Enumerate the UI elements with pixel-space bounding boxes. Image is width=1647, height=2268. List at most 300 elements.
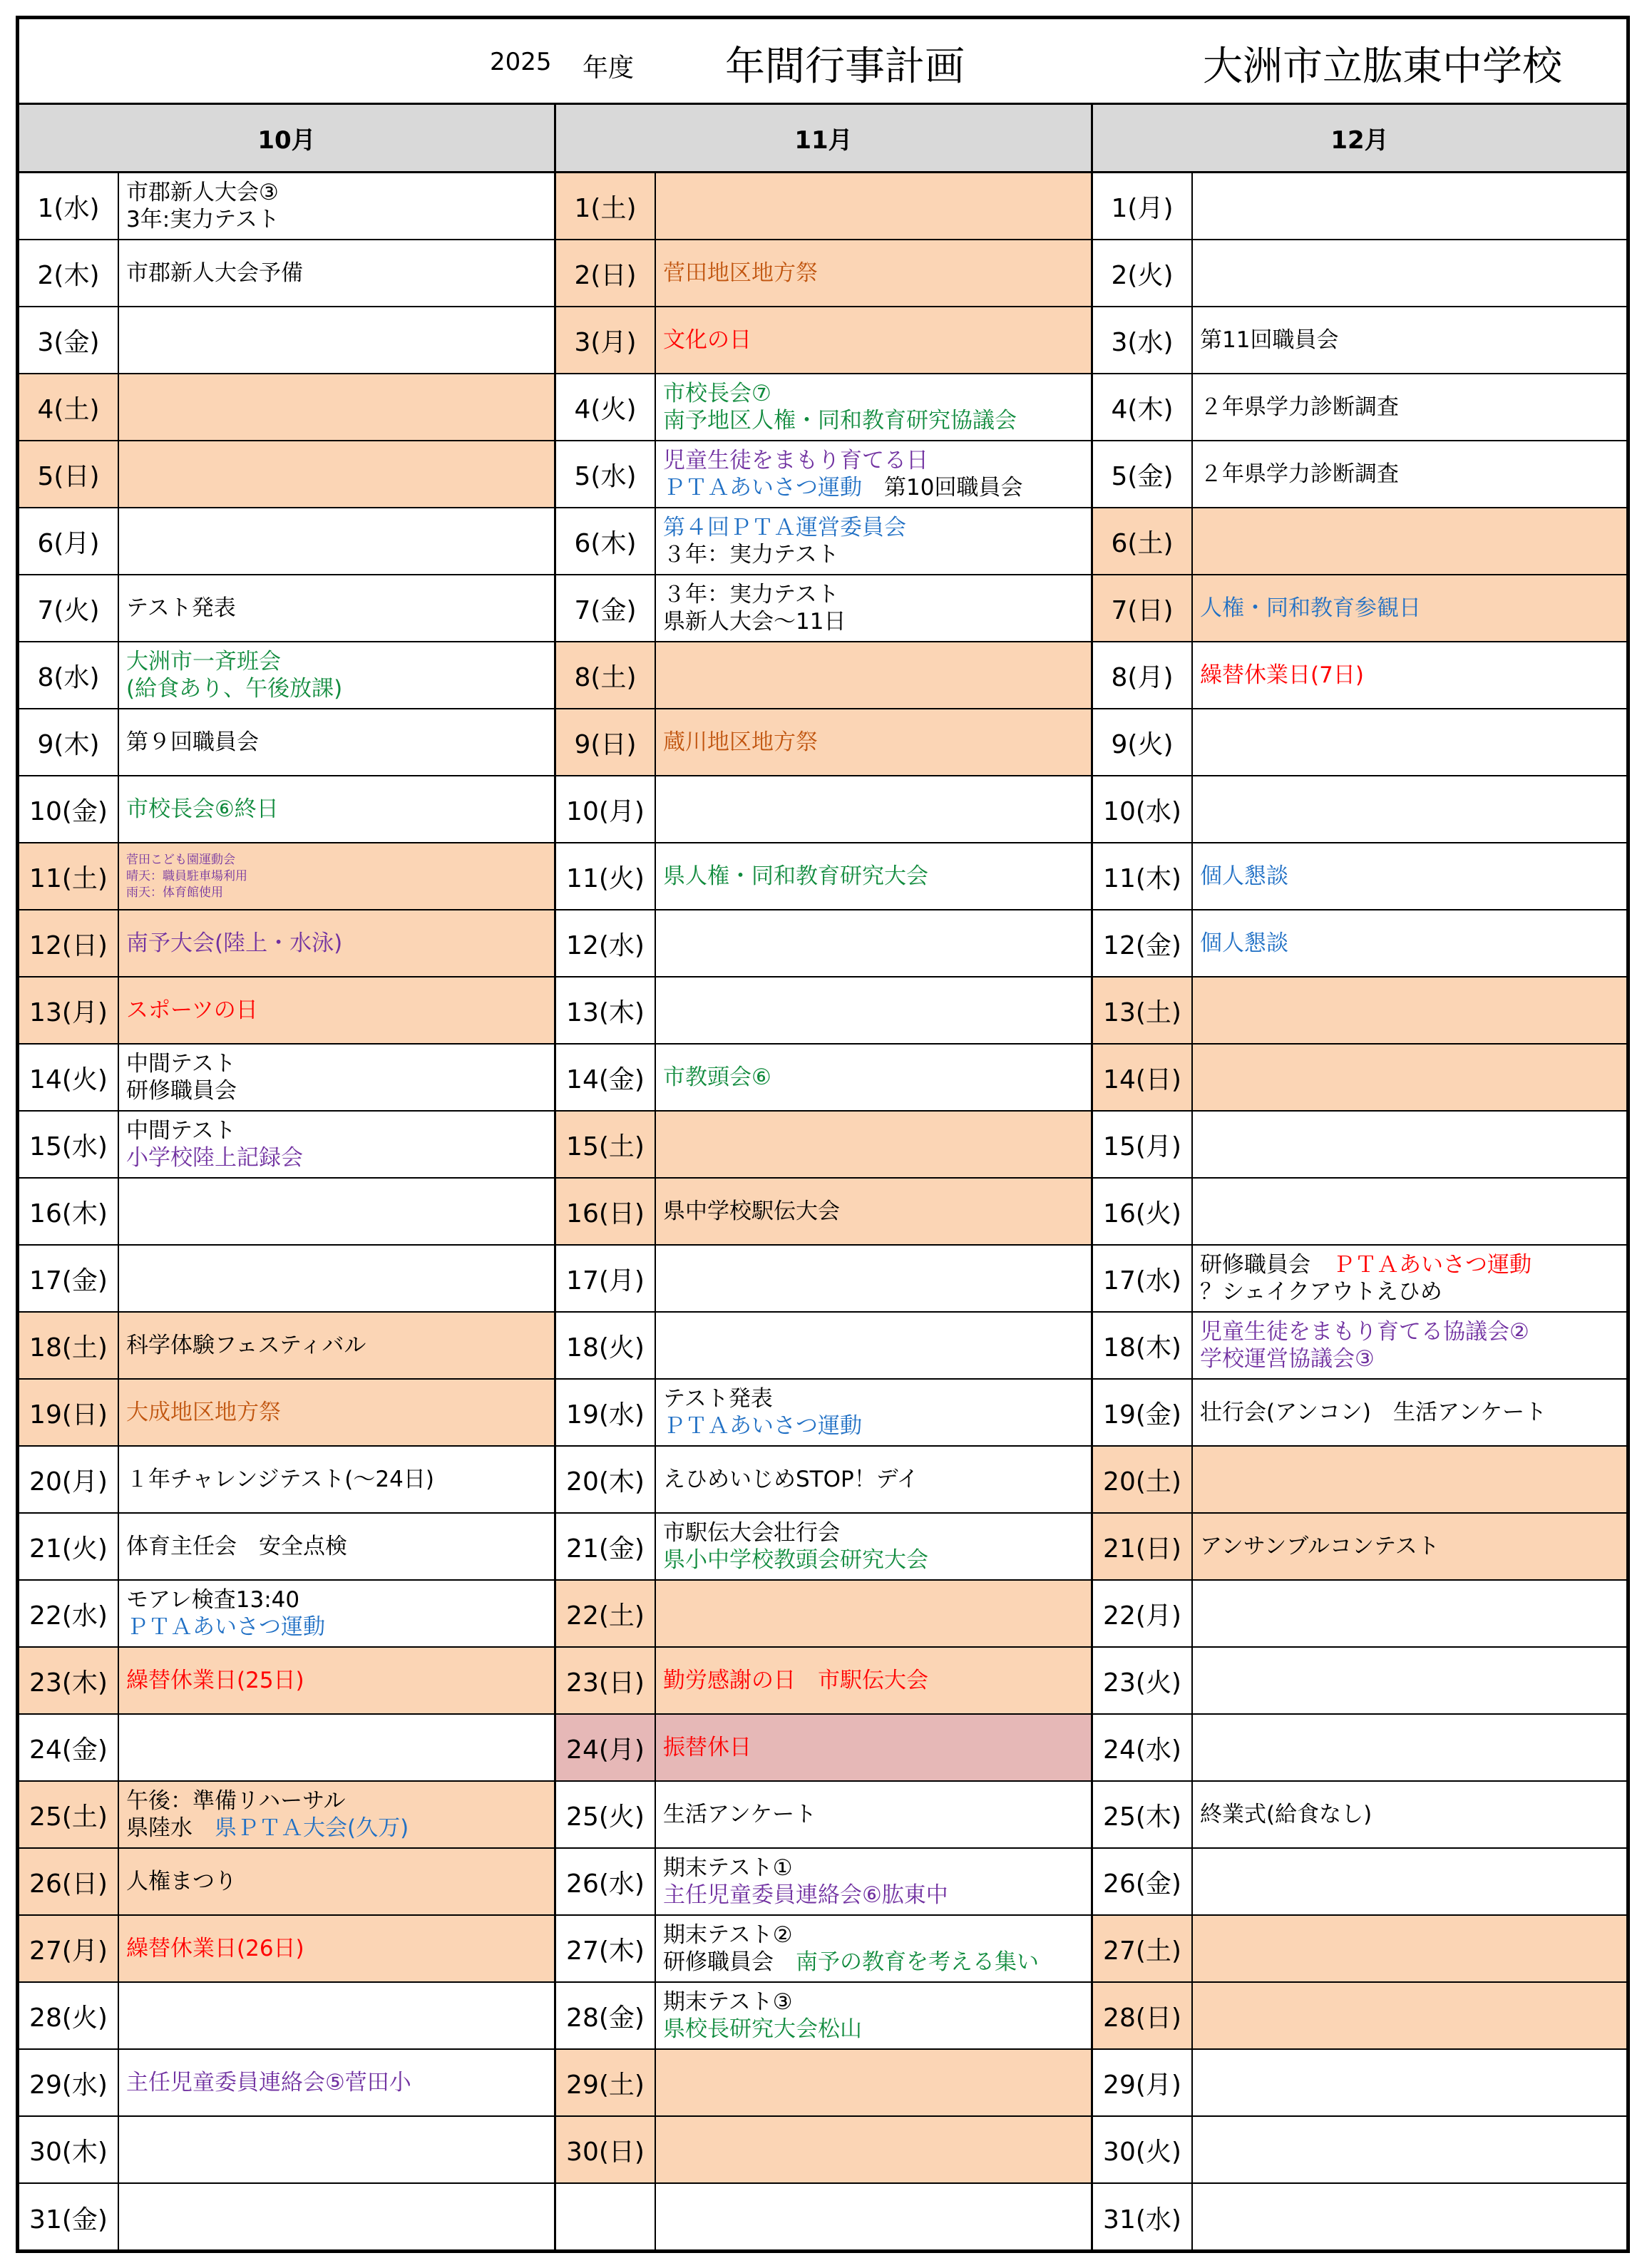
event-text: 市教頭会⑥ <box>663 1064 771 1090</box>
calendar-sheet <box>16 16 1630 2253</box>
event-text: 小学校陸上記録会 <box>126 1145 303 1171</box>
day-label: 8(月) <box>1093 642 1193 708</box>
event-text: ２年県学力診断調査 <box>1200 461 1399 487</box>
event-line <box>1200 662 1622 689</box>
event-text: モアレ検査13:40 <box>126 1587 300 1613</box>
day-row <box>1093 1782 1626 1849</box>
day-row <box>556 1916 1091 1983</box>
day-row <box>556 173 1091 240</box>
day-label: 3(金) <box>19 307 119 373</box>
day-row <box>1093 642 1626 709</box>
event-text: ＰＴＡあいさつ運動 <box>663 475 862 501</box>
event-text: 大洲市一斉班会 <box>126 649 281 674</box>
title-row <box>19 19 1626 105</box>
event-cell <box>126 978 550 1043</box>
event-cell <box>663 1045 1087 1110</box>
event-cell <box>1200 2117 1622 2182</box>
day-row <box>19 843 554 910</box>
event-line <box>1200 595 1622 622</box>
day-row <box>19 776 554 843</box>
day-label: 13(月) <box>19 978 119 1043</box>
day-label: 20(木) <box>556 1447 656 1512</box>
day-label: 3(水) <box>1093 307 1193 373</box>
event-cell <box>663 1112 1087 1177</box>
event-cell <box>1200 1514 1622 1579</box>
month-header-december: 12月 <box>1093 105 1626 173</box>
event-text: 南予地区人権・同和教育研究協議会 <box>663 408 1017 433</box>
day-label: 11(木) <box>1093 843 1193 909</box>
day-label: 7(日) <box>1093 575 1193 641</box>
event-text: 勤労感謝の日 市駅伝大会 <box>663 1668 928 1693</box>
event-cell <box>1200 709 1622 775</box>
event-cell <box>126 1246 550 1311</box>
event-text: 午後：準備リハーサル <box>126 1788 346 1814</box>
event-text: 主任児童委員連絡会⑤菅田小 <box>126 2070 411 2095</box>
day-row <box>19 642 554 709</box>
day-label: 30(日) <box>556 2117 656 2182</box>
day-label: 11(火) <box>556 843 656 909</box>
day-label: 14(日) <box>1093 1045 1193 1110</box>
event-line <box>663 581 1087 608</box>
event-text: 主任児童委員連絡会⑥肱東中 <box>663 1882 948 1908</box>
event-cell <box>126 374 550 440</box>
event-line <box>126 1935 550 1962</box>
event-cell <box>126 575 550 641</box>
event-text-extra: 第10回職員会 <box>884 475 1023 501</box>
event-line <box>663 327 1087 354</box>
event-cell <box>663 843 1087 909</box>
event-text: スポーツの日 <box>126 997 258 1023</box>
day-label: 26(水) <box>556 1849 656 1914</box>
day-label: 23(木) <box>19 1648 119 1713</box>
day-label: 20(月) <box>19 1447 119 1512</box>
event-cell <box>663 2050 1087 2115</box>
event-line <box>663 608 1087 635</box>
event-cell <box>663 1179 1087 1244</box>
day-row <box>19 1849 554 1916</box>
event-cell <box>1200 1246 1622 1311</box>
event-cell <box>663 1447 1087 1512</box>
event-cell <box>126 2050 550 2115</box>
event-text: 中間テスト <box>126 1051 236 1077</box>
event-cell <box>663 1715 1087 1780</box>
day-label: 27(土) <box>1093 1916 1193 1981</box>
event-cell <box>1200 307 1622 373</box>
event-line <box>126 1117 550 1144</box>
event-line <box>663 729 1087 756</box>
day-label: 4(土) <box>19 374 119 440</box>
event-cell <box>663 1648 1087 1713</box>
event-cell <box>663 776 1087 842</box>
column-divider <box>1091 105 1093 2249</box>
day-label: 7(金) <box>556 575 656 641</box>
event-text: 県人権・同和教育研究大会 <box>663 863 928 889</box>
event-text: 繰替休業日(26日) <box>126 1936 304 1961</box>
event-text: 児童生徒をまもり育てる協議会② <box>1200 1319 1529 1345</box>
day-row <box>1093 709 1626 776</box>
month-header-october: 10月 <box>19 105 554 173</box>
event-text: ？シェイクアウトえひめ <box>1200 1279 1442 1305</box>
day-label: 15(月) <box>1093 1112 1193 1177</box>
day-row <box>556 1112 1091 1179</box>
event-text: 期末テスト③ <box>663 1989 793 2015</box>
event-cell <box>126 642 550 708</box>
day-label: 12(金) <box>1093 910 1193 976</box>
event-text: 市校長会⑥終日 <box>126 796 279 822</box>
year-label: 2025 <box>490 48 552 76</box>
event-cell <box>1200 1045 1622 1110</box>
day-label: 15(水) <box>19 1112 119 1177</box>
event-line <box>1200 461 1622 488</box>
event-text: 研修職員会 <box>126 1078 237 1104</box>
day-label: 18(木) <box>1093 1313 1193 1378</box>
event-cell <box>126 240 550 306</box>
event-cell <box>663 240 1087 306</box>
event-cell <box>126 910 550 976</box>
event-cell <box>663 575 1087 641</box>
event-cell <box>1200 1112 1622 1177</box>
event-cell <box>1200 441 1622 507</box>
day-row <box>1093 1447 1626 1514</box>
event-line <box>663 1546 1087 1574</box>
event-text: 期末テスト② <box>663 1922 793 1948</box>
day-label: 31(水) <box>1093 2184 1193 2251</box>
event-cell <box>663 1246 1087 1311</box>
day-row <box>1093 2117 1626 2184</box>
event-cell <box>663 2117 1087 2182</box>
event-text: 第４回ＰＴＡ運営委員会 <box>663 515 906 540</box>
day-row <box>19 1313 554 1380</box>
day-label: 16(日) <box>556 1179 656 1244</box>
day-label: 19(水) <box>556 1380 656 1445</box>
day-row <box>1093 2050 1626 2117</box>
page-title: 年間行事計画 <box>725 43 965 90</box>
event-line <box>663 1989 1087 2016</box>
day-row <box>19 1447 554 1514</box>
event-line <box>663 1854 1087 1882</box>
event-text: テスト発表 <box>126 595 236 621</box>
event-line <box>663 1466 1087 1493</box>
day-row <box>556 1849 1091 1916</box>
day-row <box>556 843 1091 910</box>
day-row <box>556 1179 1091 1246</box>
event-line <box>663 1198 1087 1225</box>
event-cell <box>1200 776 1622 842</box>
day-row <box>19 1782 554 1849</box>
event-cell <box>663 642 1087 708</box>
event-line <box>126 1332 550 1359</box>
event-text: ２年県学力診断調査 <box>1200 394 1399 420</box>
event-line <box>663 541 1087 568</box>
day-row <box>19 1983 554 2050</box>
event-text: 文化の日 <box>663 327 751 353</box>
day-row <box>19 1112 554 1179</box>
day-row <box>19 910 554 978</box>
event-cell <box>126 307 550 373</box>
event-cell <box>126 2117 550 2182</box>
day-row <box>556 1983 1091 2050</box>
day-label: 26(金) <box>1093 1849 1193 1914</box>
event-line <box>1200 930 1622 957</box>
event-line <box>663 447 1087 474</box>
event-cell <box>126 1380 550 1445</box>
event-cell <box>1200 173 1622 239</box>
day-label: 5(日) <box>19 441 119 507</box>
day-label: 19(金) <box>1093 1380 1193 1445</box>
event-text: 壮行会(アンコン) 生活アンケート <box>1200 1400 1547 1425</box>
day-row <box>556 776 1091 843</box>
day-row <box>19 709 554 776</box>
event-line <box>126 868 550 885</box>
day-label: 8(土) <box>556 642 656 708</box>
event-cell <box>1200 910 1622 976</box>
day-label: 18(火) <box>556 1313 656 1378</box>
day-label: 16(火) <box>1093 1179 1193 1244</box>
day-row <box>1093 441 1626 508</box>
day-row <box>1093 1112 1626 1179</box>
event-cell <box>126 1112 550 1177</box>
nendo-label: 年度 <box>583 53 635 83</box>
day-row <box>556 910 1091 978</box>
event-line <box>126 206 550 233</box>
event-cell <box>1200 1849 1622 1914</box>
column-divider <box>554 105 556 2249</box>
event-cell <box>663 1983 1087 2048</box>
event-text: 児童生徒をまもり育てる日 <box>663 448 928 473</box>
event-line <box>1200 1318 1622 1345</box>
day-row <box>19 508 554 575</box>
event-text: (給食あり、午後放課) <box>126 676 343 702</box>
day-row <box>556 1648 1091 1715</box>
day-label: 21(火) <box>19 1514 119 1579</box>
day-label: 13(土) <box>1093 978 1193 1043</box>
event-line <box>126 2069 550 2096</box>
event-line <box>663 1801 1087 1828</box>
event-line <box>126 260 550 287</box>
event-cell <box>1200 843 1622 909</box>
event-line <box>126 1613 550 1641</box>
event-cell <box>1200 1179 1622 1244</box>
event-cell <box>126 1983 550 2048</box>
day-row <box>19 1246 554 1313</box>
day-label: 9(日) <box>556 709 656 775</box>
event-text: 体育主任会 安全点検 <box>126 1534 347 1559</box>
event-cell <box>126 441 550 507</box>
day-label: 21(日) <box>1093 1514 1193 1579</box>
event-line <box>1200 1278 1622 1305</box>
event-text-extra: ＰＴＡあいさつ運動 <box>1333 1252 1531 1278</box>
month-header-november: 11月 <box>556 105 1091 173</box>
event-cell <box>663 307 1087 373</box>
event-line <box>663 1412 1087 1440</box>
event-cell <box>1200 1715 1622 1780</box>
day-row <box>19 1179 554 1246</box>
day-row <box>556 1782 1091 1849</box>
event-text: 人権まつり <box>126 1869 237 1894</box>
event-line <box>663 1064 1087 1091</box>
event-line <box>126 1050 550 1077</box>
day-label: 1(土) <box>556 173 656 239</box>
day-label: 2(火) <box>1093 240 1193 306</box>
event-line <box>1200 327 1622 354</box>
day-row <box>19 2050 554 2117</box>
event-line <box>126 1144 550 1171</box>
event-text: テスト発表 <box>663 1386 773 1412</box>
day-row <box>556 1313 1091 1380</box>
event-cell <box>1200 1916 1622 1981</box>
event-text: 市郡新人大会③ <box>126 180 279 205</box>
day-row <box>1093 776 1626 843</box>
day-label: 25(土) <box>19 1782 119 1847</box>
day-label: 9(火) <box>1093 709 1193 775</box>
day-row <box>1093 1648 1626 1715</box>
event-text: 科学体験フェスティバル <box>126 1333 366 1358</box>
event-cell <box>1200 978 1622 1043</box>
day-row <box>1093 1380 1626 1447</box>
event-text: ＰＴＡあいさつ運動 <box>663 1413 862 1439</box>
event-cell <box>126 1045 550 1110</box>
event-cell <box>1200 1648 1622 1713</box>
day-label: 29(月) <box>1093 2050 1193 2115</box>
event-cell <box>126 1715 550 1780</box>
event-text: 繰替休業日(7日) <box>1200 662 1364 688</box>
day-row <box>19 2184 554 2251</box>
day-row <box>1093 1045 1626 1112</box>
event-cell <box>663 374 1087 440</box>
event-cell <box>126 173 550 239</box>
day-label: 10(水) <box>1093 776 1193 842</box>
day-row <box>556 307 1091 374</box>
day-label: 8(水) <box>19 642 119 708</box>
event-text: 県小中学校教頭会研究大会 <box>663 1547 928 1573</box>
event-cell <box>663 1313 1087 1378</box>
event-line <box>126 885 550 901</box>
day-row <box>1093 173 1626 240</box>
event-line <box>126 796 550 823</box>
event-line <box>663 1921 1087 1949</box>
event-text: 研修職員会 <box>663 1949 774 1975</box>
event-cell <box>126 709 550 775</box>
event-line <box>663 1385 1087 1412</box>
day-row <box>1093 1246 1626 1313</box>
event-line <box>126 1533 550 1560</box>
event-cell <box>663 508 1087 574</box>
day-label: 3(月) <box>556 307 656 373</box>
event-text: 県校長研究大会松山 <box>663 2016 862 2042</box>
event-cell <box>1200 1380 1622 1445</box>
event-cell <box>126 1916 550 1981</box>
event-text: 南予大会(陸上・水泳) <box>126 930 343 956</box>
day-row <box>1093 1313 1626 1380</box>
event-cell <box>126 1179 550 1244</box>
event-cell <box>663 173 1087 239</box>
event-text: 学校運営協議会③ <box>1200 1346 1375 1372</box>
event-cell <box>663 910 1087 976</box>
event-line <box>126 1399 550 1426</box>
event-cell <box>663 1782 1087 1847</box>
event-text: 市校長会⑦ <box>663 381 771 406</box>
event-text: えひめいじめSTOP！デイ <box>663 1467 919 1492</box>
event-cell <box>663 441 1087 507</box>
day-row <box>1093 1916 1626 1983</box>
event-line <box>1200 394 1622 421</box>
event-cell <box>663 1514 1087 1579</box>
event-text: 晴天：職員駐車場利用 <box>126 868 247 883</box>
day-label: 27(月) <box>19 1916 119 1981</box>
day-row <box>19 1916 554 1983</box>
day-row <box>19 441 554 508</box>
event-text: ＰＴＡあいさつ運動 <box>126 1614 325 1640</box>
event-line <box>126 1868 550 1895</box>
day-row <box>19 1715 554 1782</box>
day-label: 20(土) <box>1093 1447 1193 1512</box>
day-row <box>19 307 554 374</box>
event-text-extra: 県ＰＴＡ大会(久万) <box>215 1815 409 1841</box>
day-label: 14(火) <box>19 1045 119 1110</box>
event-cell <box>1200 1447 1622 1512</box>
day-label: 17(水) <box>1093 1246 1193 1311</box>
event-cell <box>663 2184 1087 2251</box>
day-row <box>556 978 1091 1045</box>
event-text: 第９回職員会 <box>126 729 259 755</box>
day-row <box>556 2184 1091 2251</box>
day-row <box>556 1246 1091 1313</box>
event-line <box>126 1815 550 1842</box>
school-name: 大洲市立肱東中学校 <box>1203 43 1562 90</box>
event-cell <box>1200 508 1622 574</box>
event-text: １年チャレンジテスト(～24日) <box>126 1467 434 1492</box>
day-row <box>1093 1849 1626 1916</box>
day-label: 28(火) <box>19 1983 119 2048</box>
event-text: 研修職員会 <box>1200 1252 1310 1278</box>
event-cell <box>663 1581 1087 1646</box>
day-row <box>556 709 1091 776</box>
event-cell <box>1200 1581 1622 1646</box>
day-label: 18(土) <box>19 1313 119 1378</box>
day-row <box>1093 910 1626 978</box>
day-label: 22(月) <box>1093 1581 1193 1646</box>
event-line <box>126 1667 550 1694</box>
day-label: 30(火) <box>1093 2117 1193 2182</box>
day-label: 6(木) <box>556 508 656 574</box>
event-text: 県中学校駅伝大会 <box>663 1199 840 1224</box>
event-cell <box>663 1380 1087 1445</box>
day-row <box>1093 1581 1626 1648</box>
day-row <box>556 1447 1091 1514</box>
event-line <box>126 648 550 675</box>
event-cell <box>126 1849 550 1914</box>
event-text: 3年:実力テスト <box>126 207 279 232</box>
event-line <box>1200 1399 1622 1426</box>
day-label: 26(日) <box>19 1849 119 1914</box>
event-cell <box>126 1581 550 1646</box>
event-cell <box>663 978 1087 1043</box>
event-cell <box>1200 2050 1622 2115</box>
event-text: 振替休日 <box>663 1735 751 1760</box>
day-row <box>19 1648 554 1715</box>
day-label: 13(木) <box>556 978 656 1043</box>
event-text: 大成地区地方祭 <box>126 1400 281 1425</box>
day-label <box>556 2184 656 2251</box>
day-row <box>1093 1983 1626 2050</box>
event-line <box>1200 1251 1622 1278</box>
event-text: 第11回職員会 <box>1200 327 1339 353</box>
day-label: 11(土) <box>19 843 119 909</box>
day-label: 1(月) <box>1093 173 1193 239</box>
event-text: 市駅伝大会壮行会 <box>663 1520 840 1546</box>
day-label: 23(火) <box>1093 1648 1193 1713</box>
day-label: 4(火) <box>556 374 656 440</box>
